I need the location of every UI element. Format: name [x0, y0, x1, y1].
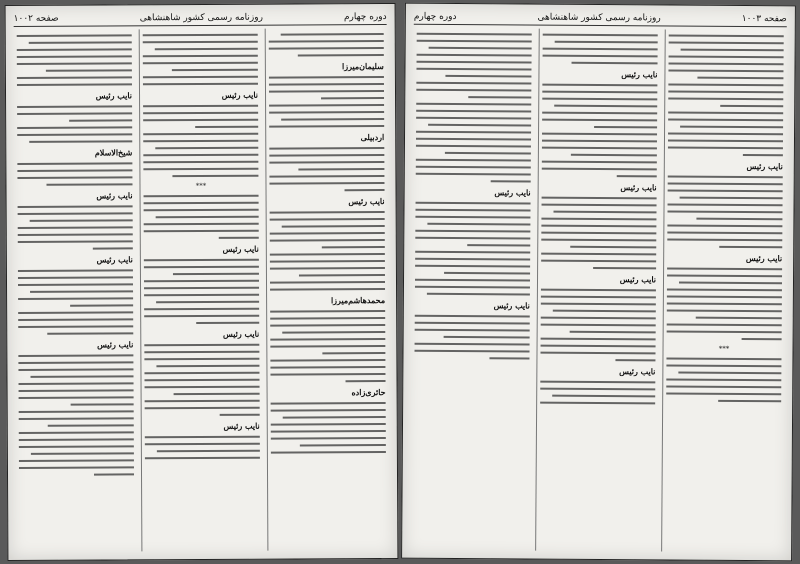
- speaker-heading: نایب رئیس: [494, 187, 531, 198]
- speaker-heading: حائری‌زاده: [351, 387, 386, 398]
- speaker-heading: نایب رئیس: [746, 161, 783, 172]
- left-page: [5, 3, 399, 561]
- section-divider: ***: [718, 344, 730, 353]
- speaker-heading: نایب رئیس: [97, 339, 134, 350]
- newspaper-spread: [6, 4, 794, 560]
- right-columns: [410, 28, 787, 553]
- right-column-3: [410, 28, 535, 551]
- right-column-1: [661, 29, 787, 552]
- section-divider: ***: [195, 181, 207, 191]
- right-journal-title: روزنامه رسمی کشور شاهنشاهی: [537, 12, 661, 24]
- right-page-number: صفحه ۱۰۰۳: [741, 13, 787, 25]
- right-column-2: [535, 29, 661, 552]
- left-column-3: [14, 29, 138, 552]
- speaker-heading: نایب رئیس: [745, 253, 783, 264]
- speaker-heading: نایب رئیس: [96, 254, 133, 265]
- speaker-heading: نایب رئیس: [223, 420, 260, 431]
- left-page-header: [14, 10, 387, 27]
- speaker-heading: نایب رئیس: [621, 69, 658, 80]
- speaker-heading: نایب رئیس: [620, 182, 657, 193]
- right-period: دوره چهارم: [413, 11, 457, 23]
- left-period: دوره چهارم: [343, 12, 387, 23]
- speaker-heading: نایب رئیس: [96, 190, 133, 201]
- speaker-heading: نایب رئیس: [619, 366, 656, 377]
- left-journal-title: روزنامه رسمی کشور شاهنشاهی: [139, 12, 263, 24]
- left-column-1: [265, 28, 390, 551]
- speaker-heading: نایب رئیس: [223, 328, 260, 339]
- speaker-heading: شیخ‌الاسلام: [94, 147, 133, 158]
- left-page-number: صفحه ۱۰۰۲: [13, 13, 59, 24]
- speaker-heading: نایب رئیس: [619, 274, 657, 285]
- speaker-heading: محمدهاشم‌میرزا: [330, 295, 386, 306]
- speaker-heading: سلیمان‌میرزا: [341, 61, 384, 72]
- right-page: [401, 3, 796, 562]
- left-columns: [14, 28, 390, 552]
- speaker-heading: اردبیلی: [360, 132, 385, 143]
- speaker-heading: نایب رئیس: [221, 89, 259, 100]
- speaker-heading: نایب رئیس: [222, 243, 259, 254]
- left-column-2: [139, 29, 264, 552]
- right-page-header: [414, 10, 787, 28]
- speaker-heading: نایب رئیس: [493, 300, 530, 311]
- speaker-heading: نایب رئیس: [348, 196, 385, 207]
- speaker-heading: نایب رئیس: [95, 90, 133, 101]
